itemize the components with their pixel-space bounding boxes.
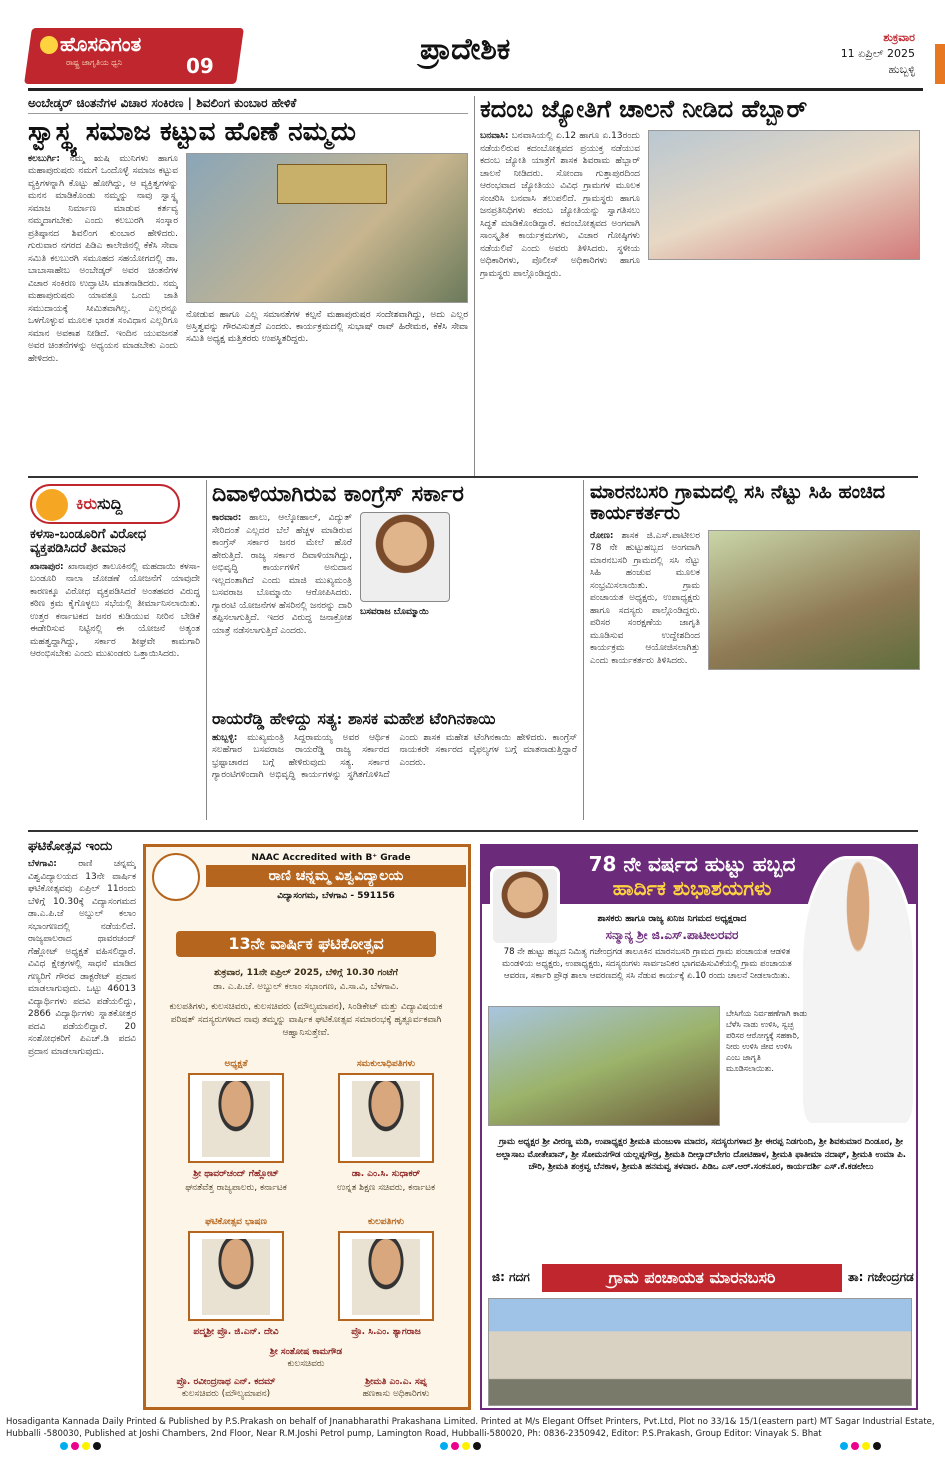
imprint-line-1: Hosadiganta Kannada Daily Printed & Published by P.S.Prakash on behalf of Jnanabharathi Prakashana Limited. Printed at M/s Elegant Offset Printers, Pvt.Ltd, Plot no 33/1& 15/1(eastern part) MT Sagar Industrial Estate, <box>6 1417 935 1427</box>
column-rule <box>206 480 207 820</box>
university-address: ವಿದ್ಯಾಸಂಗಮ, ಬೆಳಗಾವಿ - 591156 <box>277 891 395 901</box>
article-body-text: ಖಾನಾಪುರ ತಾಲೂಕಿನಲ್ಲಿ ಮಹದಾಯಿ ಕಳಸಾ-ಬಂಡೂರಿ ನಾಲಾ ಜೋಡಣೆ ಯೋಜನೆಗೆ ಯಾವುದೇ ಕಾರಣಕ್ಕೂ ವಿರೋಧ ವ್ಯಕ್ತಪಡಿಸಿದರೆ ಅಂತಹವರ ವಿರುದ್ಧ ಕಠಿಣ ಕ್ರಮ ಕೈಗೊಳ್ಳಲು ಸಭೆಯಲ್ಲಿ ತೀರ್ಮಾನಿಸಲಾಯಿತು. ಉತ್ತರ ಕರ್ನಾಟಕದ ಜನರ ಕುಡಿಯುವ ನೀರಿನ ಬೇಡಿಕೆ ಈಡೇರಿಸುವ ನಿಟ್ಟಿನಲ್ಲಿ ಈ ಯೋಜನೆ ಅತ್ಯಂತ ಮಹತ್ವದ್ದಾಗಿದ್ದು, ಸರ್ಕಾರ ಶೀಘ್ರವೇ ಕಾಮಗಾರಿ ಆರಂಭಿಸಬೇಕು ಎಂದು ಮುಖಂಡರು ಒತ್ತಾಯಿಸಿದರು. <box>30 561 200 660</box>
logo-name: ಹೊಸದಿಗಂತ <box>60 32 142 56</box>
dateline: ಕಾರವಾರ: <box>212 513 242 524</box>
imprint-line-2: Hubballi -580030, Published at Joshi Chambers, 2nd Floor, Near R.M.Joshi Petrol pump, Lamington Road, Hubballi-580020, Ph: 0836-2350942, Editor: P.S.Prakash, Group Editor: Vinayak S. Bhat <box>6 1429 822 1439</box>
article-convocation <box>28 840 136 1410</box>
imprint-footer <box>0 1416 945 1460</box>
article-headline: ಕದಂಬ ಜ್ಯೋತಿಗೆ ಚಾಲನೆ ನೀಡಿದ ಹೆಬ್ಬಾರ್ <box>480 96 808 123</box>
dateline: ಹುಬ್ಬಳ್ಳಿ: <box>212 732 238 743</box>
article-congress <box>212 482 577 702</box>
event-banner <box>277 164 387 204</box>
article-body-text: ನಮ್ಮ ಋಷಿ ಮುನಿಗಳು ಹಾಗೂ ಮಹಾಪುರುಷರು ನಮಗೆ ಒಂದೊಳ್ಳೆ ಸಮಾಜ ಕಟ್ಟುವ ವ್ಯಕ್ತಿಗಳನ್ನಾಗಿ ಕೊಟ್ಟು ಹೋಗಿದ್ದು, ಆ ವ್ಯಕ್ತಿತ್ವಗಳನ್ನು ಮನನ ಮಾಡಿಕೊಂಡು ನಮ್ಮನ್ನು ನಾವು ಸ್ವಾಸ್ಥ್ಯ ಸಮಾಜ ನಿರ್ಮಾಣ ಮಾಡುವ ಕರ್ತವ್ಯ ನಮ್ಮದಾಗಬೇಕು ಎಂದು ಕಲಬುರಗಿ ಸಂಸ್ಕಾರ ಪ್ರತಿಷ್ಠಾನದ ಶಿವಲಿಂಗ ಕುಂಬಾರ ಹೇಳಿದರು. ಗುರುವಾರ ನಗರದ ಪಿಡಿಎ ಕಾಲೇಜಿನಲ್ಲಿ ಕೆಕೆಸಿ ಸೇವಾ ಸಮಿತಿ ಕಲಬುರಗಿ ಸಮೂಹದ ಸಹಯೋಗದಲ್ಲಿ ಡಾ. ಬಾಬಾಸಾಹೇಬ ಅಂಬೇಡ್ಕರ್ ಅವರ ಚಿಂತನೆಗಳ ವಿಚಾರ ಸಂಕಿರಣ ಉದ್ಘಾಟಿಸಿ ಮಾತನಾಡಿದರು. ನಮ್ಮ ಮಹಾಪುರುಷರು ಯಾವತ್ತೂ ಒಂದು ಜಾತಿ ಸಮುದಾಯಕ್ಕೆ ಸೀಮಿತವಾಗಿಲ್ಲ. ಎಲ್ಲರನ್ನೂ ಒಳಗೊಳ್ಳುವ ಮೂಲಕ ಭಾರತ ಸಂವಿಧಾನ ಎಲ್ಲರಿಗೂ ಸಮಾನ ಅವಕಾಶ ನೀಡಿದೆ. ಇಂದಿನ ಯುವಜನತೆ ಅವರ ಚಿಂತನೆಗಳನ್ನು ಅಧ್ಯಯನ ಮಾಡಬೇಕು ಎಂದು ಹೇಳಿದರು. <box>28 153 178 364</box>
gram-panchayat-building-photo <box>488 1298 912 1406</box>
edge-tab <box>935 44 945 84</box>
dateline: ಬನವಾಸಿ: <box>480 131 509 142</box>
article-body <box>590 530 700 790</box>
article-body-text: ರಾಣಿ ಚನ್ನಮ್ಮ ವಿಶ್ವವಿದ್ಯಾಲಯದ 13ನೇ ವಾರ್ಷಿಕ ಘಟಿಕೋತ್ಸವವು ಏಪ್ರಿಲ್ 11ರಂದು ಬೆಳಿಗ್ಗೆ 10.30ಕ್ಕೆ ವಿದ್ಯಾಸಂಗಮದ ಡಾ.ಎ.ಪಿ.ಜೆ ಅಬ್ದುಲ್ ಕಲಾಂ ಸಭಾಂಗಣದಲ್ಲಿ ನಡೆಯಲಿದೆ. ರಾಜ್ಯಪಾಲರಾದ ಥಾವರಚಂದ್ ಗೆಹ್ಲೋಟ್ ಅಧ್ಯಕ್ಷತೆ ವಹಿಸಲಿದ್ದಾರೆ. ವಿವಿಧ ಕ್ಷೇತ್ರಗಳಲ್ಲಿ ಸಾಧನೆ ಮಾಡಿದ ಗಣ್ಯರಿಗೆ ಗೌರವ ಡಾಕ್ಟರೇಟ್ ಪ್ರದಾನ ಮಾಡಲಾಗುವುದು. ಒಟ್ಟು 46013 ವಿದ್ಯಾರ್ಥಿಗಳು ಪದವಿ ಪಡೆಯಲಿದ್ದು, 2866 ವಿದ್ಯಾರ್ಥಿಗಳು ಸ್ನಾತಕೋತ್ತರ ಪದವಿ ಪಡೆಯಲಿದ್ದಾರೆ. 20 ಸಂಶೋಧಕರಿಗೆ ಪಿಎಚ್.ಡಿ ಪದವಿ ಪ್ರದಾನ ಮಾಡಲಾಗುವುದು. <box>28 859 136 1057</box>
birthday-title <box>532 852 852 900</box>
article-tenginakai <box>212 710 577 824</box>
role-speech: ಘಟಿಕೋತ್ಸವ ಭಾಷಣ <box>205 1217 267 1227</box>
badge-text: ಕಿರುಸುದ್ದಿ <box>76 494 123 513</box>
bommai-portrait <box>360 512 450 602</box>
masthead-rule <box>28 88 923 91</box>
article-body-text: ಹಾಲು, ಆಲ್ಕೋಹಾಲ್, ವಿದ್ಯುತ್ ಸೇರಿದಂತೆ ಎಲ್ಲದರ ಬೆಲೆ ಹೆಚ್ಚಳ ಮಾಡಿರುವ ಕಾಂಗ್ರೆಸ್ ಸರ್ಕಾರ ಜನರ ಮೇಲೆ ಹೊರೆ ಹೇರುತ್ತಿದೆ. ರಾಜ್ಯ ಸರ್ಕಾರ ದಿವಾಳಿಯಾಗಿದ್ದು, ಅಭಿವೃದ್ಧಿ ಕಾರ್ಯಗಳಿಗೆ ಅನುದಾನ ಇಲ್ಲದಂತಾಗಿದೆ ಎಂದು ಮಾಜಿ ಮುಖ್ಯಮಂತ್ರಿ ಬಸವರಾಜ ಬೊಮ್ಮಾಯಿ ಆರೋಪಿಸಿದರು. ಗ್ಯಾರಂಟಿ ಯೋಜನೆಗಳ ಹೆಸರಿನಲ್ಲಿ ಜನರನ್ನು ದಾರಿ ತಪ್ಪಿಸಲಾಗುತ್ತಿದೆ. ಇದರ ವಿರುದ್ಧ ಜನಾಕ್ರೋಶ ಯಾತ್ರೆ ನಡೆಸಲಾಗುತ್ತಿದೆ ಎಂದರು. <box>212 513 352 636</box>
guest-name: ಡಾ. ಎಂ.ಸಿ. ಸುಧಾಕರ್ <box>351 1169 421 1179</box>
honoree-name: ಸನ್ಮಾನ್ಯ ಶ್ರೀ ಜಿ.ಎಸ್.ಪಾಟೀಲರವರ <box>605 928 739 942</box>
university-name: ರಾಣಿ ಚನ್ನಮ್ಮ ವಿಶ್ವವಿದ್ಯಾಲಯ <box>206 865 466 887</box>
naac-label: NAAC Accredited with B⁺ Grade <box>251 853 411 863</box>
birthday-intro: ಶಾಸಕರು ಹಾಗೂ ರಾಜ್ಯ ಖನಿಜ ನಿಗಮದ ಅಧ್ಯಕ್ಷರಾದ <box>597 914 747 924</box>
article-kadamba <box>480 96 920 470</box>
portrait-name: ಬಸವರಾಜ ಬೊಮ್ಮಾಯಿ <box>360 607 429 618</box>
guest-photo-frame <box>338 1231 434 1321</box>
district-label: ಜಿ: ಗದಗ <box>492 1270 530 1284</box>
article-body-text: ಮುಖ್ಯಮಂತ್ರಿ ಸಿದ್ದರಾಮಯ್ಯ ಅವರ ಆರ್ಥಿಕ ಸಲಹೆಗಾರ ಬಸವರಾಜ ರಾಯರೆಡ್ಡಿ ರಾಜ್ಯ ಸರ್ಕಾರದ ಭ್ರಷ್ಟಾಚಾರದ ಬಗ್ಗೆ ಹೇಳಿರುವುದು ಸತ್ಯ. ಸರ್ಕಾರ ಗ್ಯಾರಂಟಿಗಳಿಂದಾಗಿ ಅಭಿವೃದ್ಧಿ ಕಾರ್ಯಗಳನ್ನು ಸ್ಥಗಿತಗೊಳಿಸಿದೆ ಎಂದು ಶಾಸಕ ಮಹೇಶ ಟೆಂಗಿನಕಾಯಿ ಹೇಳಿದರು. ಕಾಂಗ್ರೆಸ್ ನಾಯಕರೇ ಸರ್ಕಾರದ ವೈಫಲ್ಯಗಳ ಬಗ್ಗೆ ಮಾತನಾಡುತ್ತಿದ್ದಾರೆ ಎಂದರು. <box>212 732 577 781</box>
evaluation-registrar-name: ಪ್ರೊ. ರವೀಂದ್ರನಾಥ ಎನ್. ಕದಮ್ <box>176 1377 276 1387</box>
article-headline: ಸ್ವಾಸ್ಥ್ಯ ಸಮಾಜ ಕಟ್ಟುವ ಹೊಣೆ ನಮ್ಮದು <box>28 117 356 147</box>
taluk-label: ತಾ: ಗಜೇಂದ್ರಗಡ <box>848 1270 914 1284</box>
registration-marks-center <box>440 1442 481 1450</box>
kirusuddi-badge <box>30 484 180 524</box>
megaphone-icon <box>36 489 68 521</box>
guest-photo <box>352 1081 420 1157</box>
dateline: ಖಾನಾಪುರ: <box>30 561 64 572</box>
convocation-banner: 13ನೇ ವಾರ್ಷಿಕ ಘಟಿಕೋತ್ಸವ <box>176 931 436 957</box>
date-text: 11 ಏಪ್ರಿಲ್ 2025 <box>840 47 915 60</box>
registration-marks-right <box>840 1442 881 1450</box>
planting-photo <box>708 530 920 670</box>
section-rule <box>28 476 918 478</box>
members-list: ಗ್ರಾಮ ಅಧ್ಯಕ್ಷರ ಶ್ರೀ ವೀರಣ್ಣ ಮಡಿ, ಉಪಾಧ್ಯಕ್ಷರ ಶ್ರೀಮತಿ ಮಂಜುಳಾ ಮಾದರ, ಸದಸ್ಯರುಗಳಾದ ಶ್ರೀ ಈರಪ್ಪ ನಿಡಗುಂದಿ, ಶ್ರೀ ಶಿವಕುಮಾರ ದಿಂಡೂರ, ಶ್ರೀ ಅಲ್ಲಾಸಾಬ ಮೋತೇಖಾನ್, ಶ್ರೀ ಸೋಮನಗೌಡ ಯಲ್ಲಪ್ಪಗೌಡ್ರ, ಶ್ರೀಮತಿ ದೀಲ್ಸಾದ್‌ಬೇಗಂ ದೋಟಿಹಾಳ, ಶ್ರೀಮತಿ ಫಾತೀಮಾ ನದಾಫ್, ಶ್ರೀಮತಿ ಉಮಾ ಪಿ. ಚೌರಿ, ಶ್ರೀಮತಿ ಶಂಕ್ರವ್ವ ಬೆನಕಾಳ, ಶ್ರೀಮತಿ ಹನಮವ್ವ ತಳವಾರ. ಪಿಡಿಒ ಎಸ್.ಆರ್.ಸಂಕನೂರ, ಕಾರ್ಯದರ್ಶಿ ಎಸ್.ಕೆ.ಕಡಲೇಲು <box>496 1137 906 1172</box>
guest-name: ಪ್ರೊ. ಸಿ.ಎಂ. ತ್ಯಾಗರಾಜ <box>351 1327 421 1337</box>
article-body <box>30 561 200 661</box>
logo-tagline: ರಾಷ್ಟ್ರ ಜಾಗೃತಿಯ ಧ್ವನಿ <box>66 58 123 67</box>
role-president: ಅಧ್ಯಕ್ಷತೆ <box>224 1059 248 1069</box>
university-header <box>146 847 468 909</box>
role-chancellor: ಸಮಕುಲಾಧಿಪತಿಗಳು <box>356 1059 416 1069</box>
finance-officer-name: ಶ್ರೀಮತಿ ಎಂ.ಎ. ಸಪ್ನ <box>365 1377 427 1387</box>
event-datetime: ಶುಕ್ರವಾರ, 11ನೇ ಏಪ್ರಿಲ್ 2025, ಬೆಳಿಗ್ಗೆ 10.30 ಗಂಟೆಗೆ <box>214 968 398 978</box>
article-headline: ಘಟಿಕೋತ್ಸವ ಇಂದು <box>28 840 113 854</box>
article-kalasa <box>30 528 200 822</box>
imprint-text <box>6 1416 941 1440</box>
guest-photo <box>352 1239 420 1315</box>
guest-title: ಉನ್ನತ ಶಿಕ್ಷಣ ಸಚಿವರು, ಕರ್ನಾಟಕ <box>336 1183 435 1193</box>
birthday-advertisement <box>480 844 918 1410</box>
birthday-title-line1: 78 ನೇ ವರ್ಷದ ಹುಟ್ಟು ಹಬ್ಬದ <box>588 852 796 876</box>
section-rule <box>28 830 918 832</box>
guest-photo-frame <box>188 1073 284 1163</box>
guest-name: ಶ್ರೀ ಥಾವರ್‌ಚಂದ್ ಗೆಹ್ಲೋಟ್ <box>193 1169 279 1179</box>
invitation-text: ಕುಲಪತಿಗಳು, ಕುಲಸಚಿವರು, ಕುಲಸಚಿವರು (ಮೌಲ್ಯಮಾಪನ), ಸಿಂಡಿಕೇಟ್ ಮತ್ತು ವಿದ್ಯಾವಿಷಯಕ ಪರಿಷತ್ ಸದಸ್ಯರುಗಳಾದ ನಾವು ತಮ್ಮನ್ನು ವಾರ್ಷಿಕ ಘಟಿಕೋತ್ಸವ ಸಮಾರಂಭಕ್ಕೆ ಹೃತ್ಪೂರ್ವಕವಾಗಿ ಆಹ್ವಾನಿಸುತ್ತೇವೆ. <box>169 1002 443 1038</box>
guest-photo-frame <box>338 1073 434 1163</box>
birthday-side-note: ಬೇಸಿಗೆಯ ನಿರ್ವಹಣೆಗಾಗಿ ಕಾಡು ಬೆಳೆಸಿ ನಾಡು ಉಳಿಸಿ, ಸ್ವಚ್ಛ ಪರಿಸರ ಆರೋಗ್ಯಕ್ಕೆ ಸಹಕಾರಿ, ನೀರು ಉಳಿಸಿ ಜೀವ ಉಳಿಸಿ ಎಂಬ ಜಾಗೃತಿ ಮೂಡಿಸಲಾಯಿತು. <box>726 1009 808 1073</box>
dateline: ರೋಣ: <box>590 530 614 541</box>
photo-caption: ನೋಡುವ ಹಾಗೂ ಎಲ್ಲ ಸಮಾನತೆಗಳ ಕಲ್ಪನೆ ಮಹಾಪುರುಷರ ಸಂದೇಶವಾಗಿದ್ದು, ಅದು ಎಲ್ಲರ ಅಸ್ತಿತ್ವವನ್ನು ಗೌರವಿಸುತ್ತದೆ ಎಂದರು. ಕಾರ್ಯಕ್ರಮದಲ್ಲಿ ಸುಭಾಷ್ ರಾವ್ ಹಿರೇಮಠ, ಕೆಕೆಸಿ ಸೇವಾ ಸಮಿತಿ ಅಧ್ಯಕ್ಷ ಮತ್ತಿತರರು ಉಪಸ್ಥಿತರಿದ್ದರು. <box>186 309 468 344</box>
planting-event-photo <box>488 1006 720 1126</box>
logo-emblem-icon <box>40 36 58 54</box>
procession-photo <box>648 130 920 260</box>
university-emblem-icon <box>152 853 200 901</box>
article-body <box>480 130 640 460</box>
finance-officer-title: ಹಣಕಾಸು ಅಧಿಕಾರಿಗಳು <box>362 1389 430 1399</box>
evaluation-registrar-title: ಕುಲಸಚಿವರು (ಮೌಲ್ಯಮಾಪನ) <box>181 1389 271 1399</box>
article-headline: ರಾಯರೆಡ್ಡಿ ಹೇಳಿದ್ದು ಸತ್ಯ: ಶಾಸಕ ಮಹೇಶ ಟೆಂಗಿನಕಾಯಿ <box>212 710 496 728</box>
guest-photo-frame <box>188 1231 284 1321</box>
date-city: ಹುಬ್ಬಳ್ಳಿ <box>888 63 915 76</box>
article-body <box>28 153 178 443</box>
gram-panchayat-banner: ಗ್ರಾಮ ಪಂಚಾಯತ ಮಾರನಬಸರಿ <box>542 1264 842 1292</box>
guest-photo <box>202 1239 270 1315</box>
university-advertisement <box>143 844 471 1410</box>
guest-name: ಪದ್ಮಶ್ರೀ ಪ್ರೊ. ಜಿ.ಎನ್. ದೇವಿ <box>193 1327 279 1337</box>
article-maranabasari <box>590 482 920 822</box>
registrar-name: ಶ್ರೀ ಸಂತೋಷ ಕಾಮಗೌಡ <box>269 1347 343 1357</box>
dateline: ಕಲಬುರ್ಗಿ: <box>28 153 61 164</box>
birthday-message: 78 ನೇ ಹುಟ್ಟು ಹಬ್ಬದ ನಿಮಿತ್ಯ ಗಜೇಂದ್ರಗಡ ತಾಲೂಕಿನ ಮಾರನಬಸರಿ ಗ್ರಾಮದ ಗ್ರಾಮ ಪಂಚಾಯತ ಆಡಳಿತ ಮಂಡಳಿಯ ಅಧ್ಯಕ್ಷರು, ಉಪಾಧ್ಯಕ್ಷರು, ಸದಸ್ಯರುಗಳು ಸಾರ್ವಜನಿಕರ ಭಾಗವಹಿಸುವಿಕೆಯಲ್ಲಿ ಗ್ರಾಮ ಪಂಚಾಯತ ಆವರಣ, ಸರ್ಕಾರಿ ಪ್ರೌಢ ಶಾಲಾ ಆವರಣದಲ್ಲಿ ಸಸಿ ನೆಡುವ ಕಾರ್ಯಕ್ಕೆ ಏ.10 ರಂದು ಚಾಲನೆ ನೀಡಲಾಯಿತು. <box>502 947 792 981</box>
guest-title: ಘನತೆವೆತ್ತ ರಾಜ್ಯಪಾಲರು, ಕರ್ನಾಟಕ <box>185 1183 287 1193</box>
column-rule <box>583 480 584 820</box>
date-block <box>841 30 915 78</box>
birthday-title-line2: ಹಾರ್ದಿಕ ಶುಭಾಶಯಗಳು <box>612 876 772 900</box>
honoree-portrait-large <box>800 856 916 1126</box>
article-body <box>28 858 136 1058</box>
column-rule <box>474 96 475 476</box>
registration-marks-left <box>60 1442 101 1450</box>
section-title: ಪ್ರಾದೇಶಿಕ <box>420 32 511 67</box>
article-headline: ಕಳಸಾ-ಬಂಡೂರಿಗೆ ವಿರೋಧ ವ್ಯಕ್ತಪಡಿಸಿದರೆ ತೀಮಾನ <box>30 528 147 557</box>
page-number: 09 <box>186 54 214 78</box>
article-body-text: ಶಾಸಕ ಜಿ.ಎಸ್.ಪಾಟೀಲರ 78 ನೇ ಹುಟ್ಟುಹಬ್ಬದ ಅಂಗವಾಗಿ ಮಾರನಬಸರಿ ಗ್ರಾಮದಲ್ಲಿ ಸಸಿ ನೆಟ್ಟು ಸಿಹಿ ಹಂಚುವ ಮೂಲಕ ಸಂಭ್ರಮಿಸಲಾಯಿತು. ಗ್ರಾಮ ಪಂಚಾಯತ ಅಧ್ಯಕ್ಷರು, ಉಪಾಧ್ಯಕ್ಷರು ಹಾಗೂ ಸದಸ್ಯರು ಪಾಲ್ಗೊಂಡಿದ್ದರು. ಪರಿಸರ ಸಂರಕ್ಷಣೆಯ ಜಾಗೃತಿ ಮೂಡಿಸುವ ಉದ್ದೇಶದಿಂದ ಕಾರ್ಯಕ್ರಮ ಆಯೋಜಿಸಲಾಗಿತ್ತು ಎಂದು ಕಾರ್ಯಕರ್ತರು ತಿಳಿಸಿದರು. <box>590 530 700 666</box>
event-venue: ಡಾ. ಎ.ಪಿ.ಜೆ. ಅಬ್ದುಲ್ ಕಲಾಂ ಸಭಾಂಗಣ, ವಿ.ಸಾ.ವಿ, ಬೆಳಗಾವಿ. <box>213 982 399 992</box>
article-body <box>212 732 577 782</box>
article-body-text: ಬನವಾಸಿಯಲ್ಲಿ ಏ.12 ಹಾಗೂ ಏ.13ರಂದು ನಡೆಯಲಿರುವ ಕದಂಬೋತ್ಸವದ ಪ್ರಯುಕ್ತ ನಡೆಯುವ ಕದಂಬ ಜ್ಯೋತಿ ಯಾತ್ರೆಗೆ ಶಾಸಕ ಶಿವರಾಮ ಹೆಬ್ಬಾರ್ ಚಾಲನೆ ನೀಡಿದರು. ಸೋಂದಾ ಗುತ್ತಾಪುರದಿಂದ ಆರಂಭವಾದ ಜ್ಯೋತಿಯು ವಿವಿಧ ಗ್ರಾಮಗಳ ಮೂಲಕ ಸಂಚರಿಸಿ ಬನವಾಸಿ ತಲುಪಲಿದೆ. ಗ್ರಾಮಸ್ಥರು ಹಾಗೂ ಜನಪ್ರತಿನಿಧಿಗಳು ಕದಂಬ ಜ್ಯೋತಿಯನ್ನು ಸ್ವಾಗತಿಸಲು ಸಿದ್ಧತೆ ಮಾಡಿಕೊಂಡಿದ್ದಾರೆ. ಕದಂಬೋತ್ಸವದ ಅಂಗವಾಗಿ ಸಾಂಸ್ಕೃತಿಕ ಕಾರ್ಯಕ್ರಮಗಳು, ವಿಚಾರ ಗೋಷ್ಠಿಗಳು ನಡೆಯಲಿವೆ ಎಂದು ಅವರು ತಿಳಿಸಿದರು. ಸ್ಥಳೀಯ ಅಧಿಕಾರಿಗಳು, ಪೊಲೀಸ್ ಅಧಿಕಾರಿಗಳು ಹಾಗೂ ಗ್ರಾಮಸ್ಥರು ಪಾಲ್ಗೊಂಡಿದ್ದರು. <box>480 131 640 279</box>
article-body <box>212 512 352 682</box>
article-headline: ದಿವಾಳಿಯಾಗಿರುವ ಕಾಂಗ್ರೆಸ್ ಸರ್ಕಾರ <box>212 482 464 507</box>
masthead <box>0 0 945 90</box>
article-headline: ಮಾರನಬಸರಿ ಗ್ರಾಮದಲ್ಲಿ ಸಸಿ ನೆಟ್ಟು ಸಿಹಿ ಹಂಚಿದ ಕಾರ್ಯಕರ್ತರು <box>590 482 886 524</box>
dateline: ಬೆಳಗಾವಿ: <box>28 859 57 870</box>
article-kicker: ಅಂಬೇಡ್ಕರ್ ಚಿಂತನೆಗಳ ವಿಚಾರ ಸಂಕಿರಣ | ಶಿವಲಿಂಗ ಕುಂಬಾರ ಹೇಳಿಕೆ <box>28 96 468 114</box>
guest-photo <box>202 1081 270 1157</box>
date-day: ಶುಕ್ರವಾರ <box>883 31 915 44</box>
registrar-title: ಕುಲಸಚಿವರು <box>287 1359 325 1369</box>
role-vc: ಕುಲಪತಿಗಳು <box>368 1217 404 1227</box>
article-ambedkar <box>28 96 468 470</box>
event-photo <box>186 153 468 303</box>
